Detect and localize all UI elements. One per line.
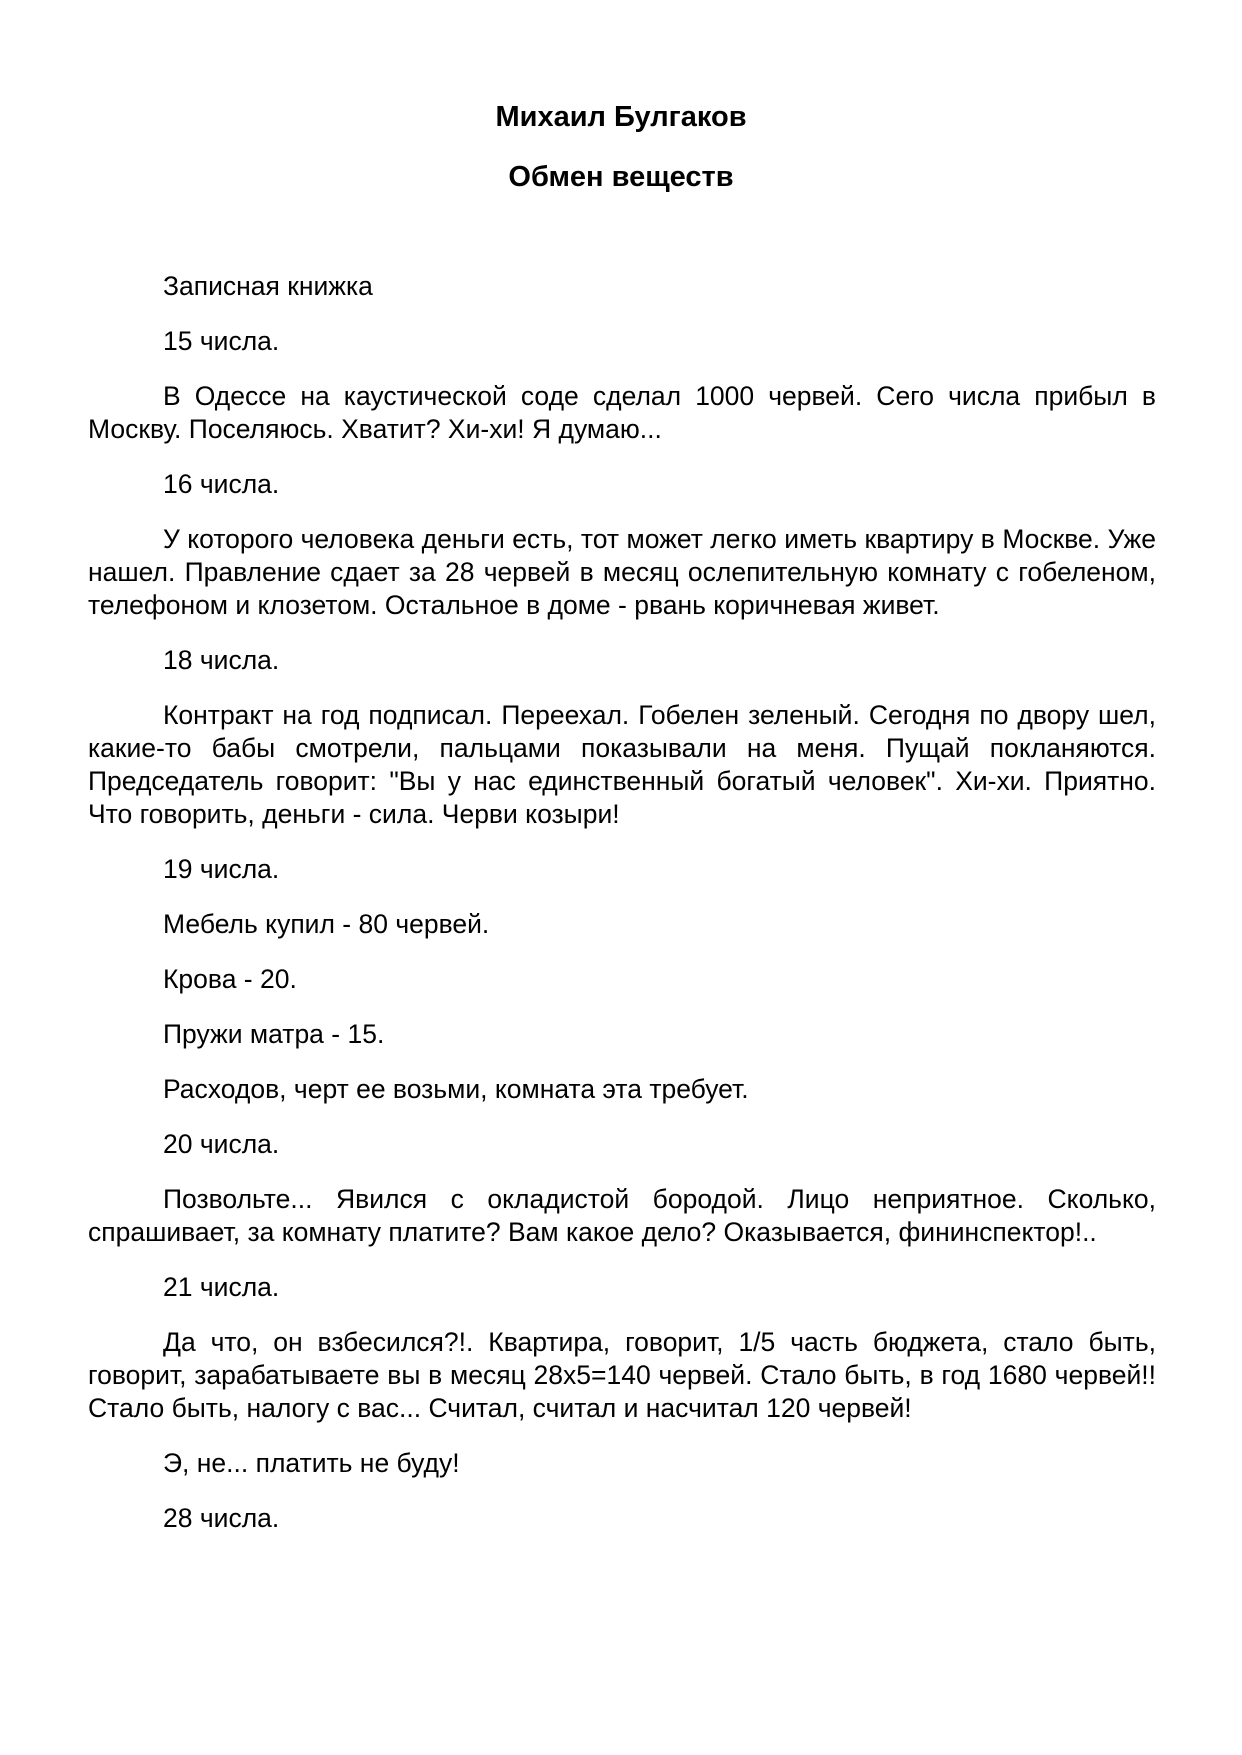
- story-title: Обмен веществ: [508, 161, 734, 193]
- paragraph: У которого человека деньги есть, тот может легко иметь квартиру в Москве. Уже нашел. Правление сдает за 28 червей в месяц ослепительную комнату с гобеленом, телефоном и клозетом. Остальное в доме - рвань коричневая живет.: [88, 524, 1156, 620]
- date-entry: 18 числа.: [163, 645, 280, 675]
- paragraph: В Одессе на каустической соде сделал 1000 червей. Сего числа прибыл в Москву. Поселяюсь. Хватит? Хи-хи! Я думаю...: [88, 381, 1156, 444]
- date-entry: 20 числа.: [163, 1129, 280, 1159]
- paragraph: Мебель купил - 80 червей.: [163, 909, 490, 939]
- notebook-heading: Записная книжка: [163, 271, 373, 301]
- paragraph: Позвольте... Явился с окладистой бородой. Лицо неприятное. Сколько, спрашивает, за комнату платите? Вам какое дело? Оказывается, фининспектор!..: [88, 1184, 1156, 1247]
- story-body: [88, 270, 1156, 1557]
- paragraph: Крова - 20.: [163, 964, 297, 994]
- paragraph: Контракт на год подписал. Переехал. Гобелен зеленый. Сегодня по двору шел, какие-то бабы смотрели, пальцами показывали на меня. Пущай покланяются. Председатель говорит: "Вы у нас единственный богатый человек". Хи-хи. Приятно. Что говорить, деньги - сила. Черви козыри!: [88, 700, 1156, 829]
- paragraph: Э, не... платить не буду!: [163, 1448, 460, 1478]
- date-entry: 28 числа.: [163, 1503, 280, 1533]
- date-entry: 15 числа.: [163, 326, 280, 356]
- paragraph: Расходов, черт ее возьми, комната эта требует.: [163, 1074, 749, 1104]
- date-entry: 21 числа.: [163, 1272, 280, 1302]
- paragraph: Пружи матра - 15.: [163, 1019, 385, 1049]
- date-entry: 16 числа.: [163, 469, 280, 499]
- date-entry: 19 числа.: [163, 854, 280, 884]
- paragraph: Да что, он взбесился?!. Квартира, говорит, 1/5 часть бюджета, стало быть, говорит, зарабатываете вы в месяц 28х5=140 червей. Стало быть, в год 1680 червей!! Стало быть, налогу с вас... Считал, считал и насчитал 120 червей!: [88, 1327, 1156, 1423]
- author-heading: Михаил Булгаков: [495, 101, 747, 133]
